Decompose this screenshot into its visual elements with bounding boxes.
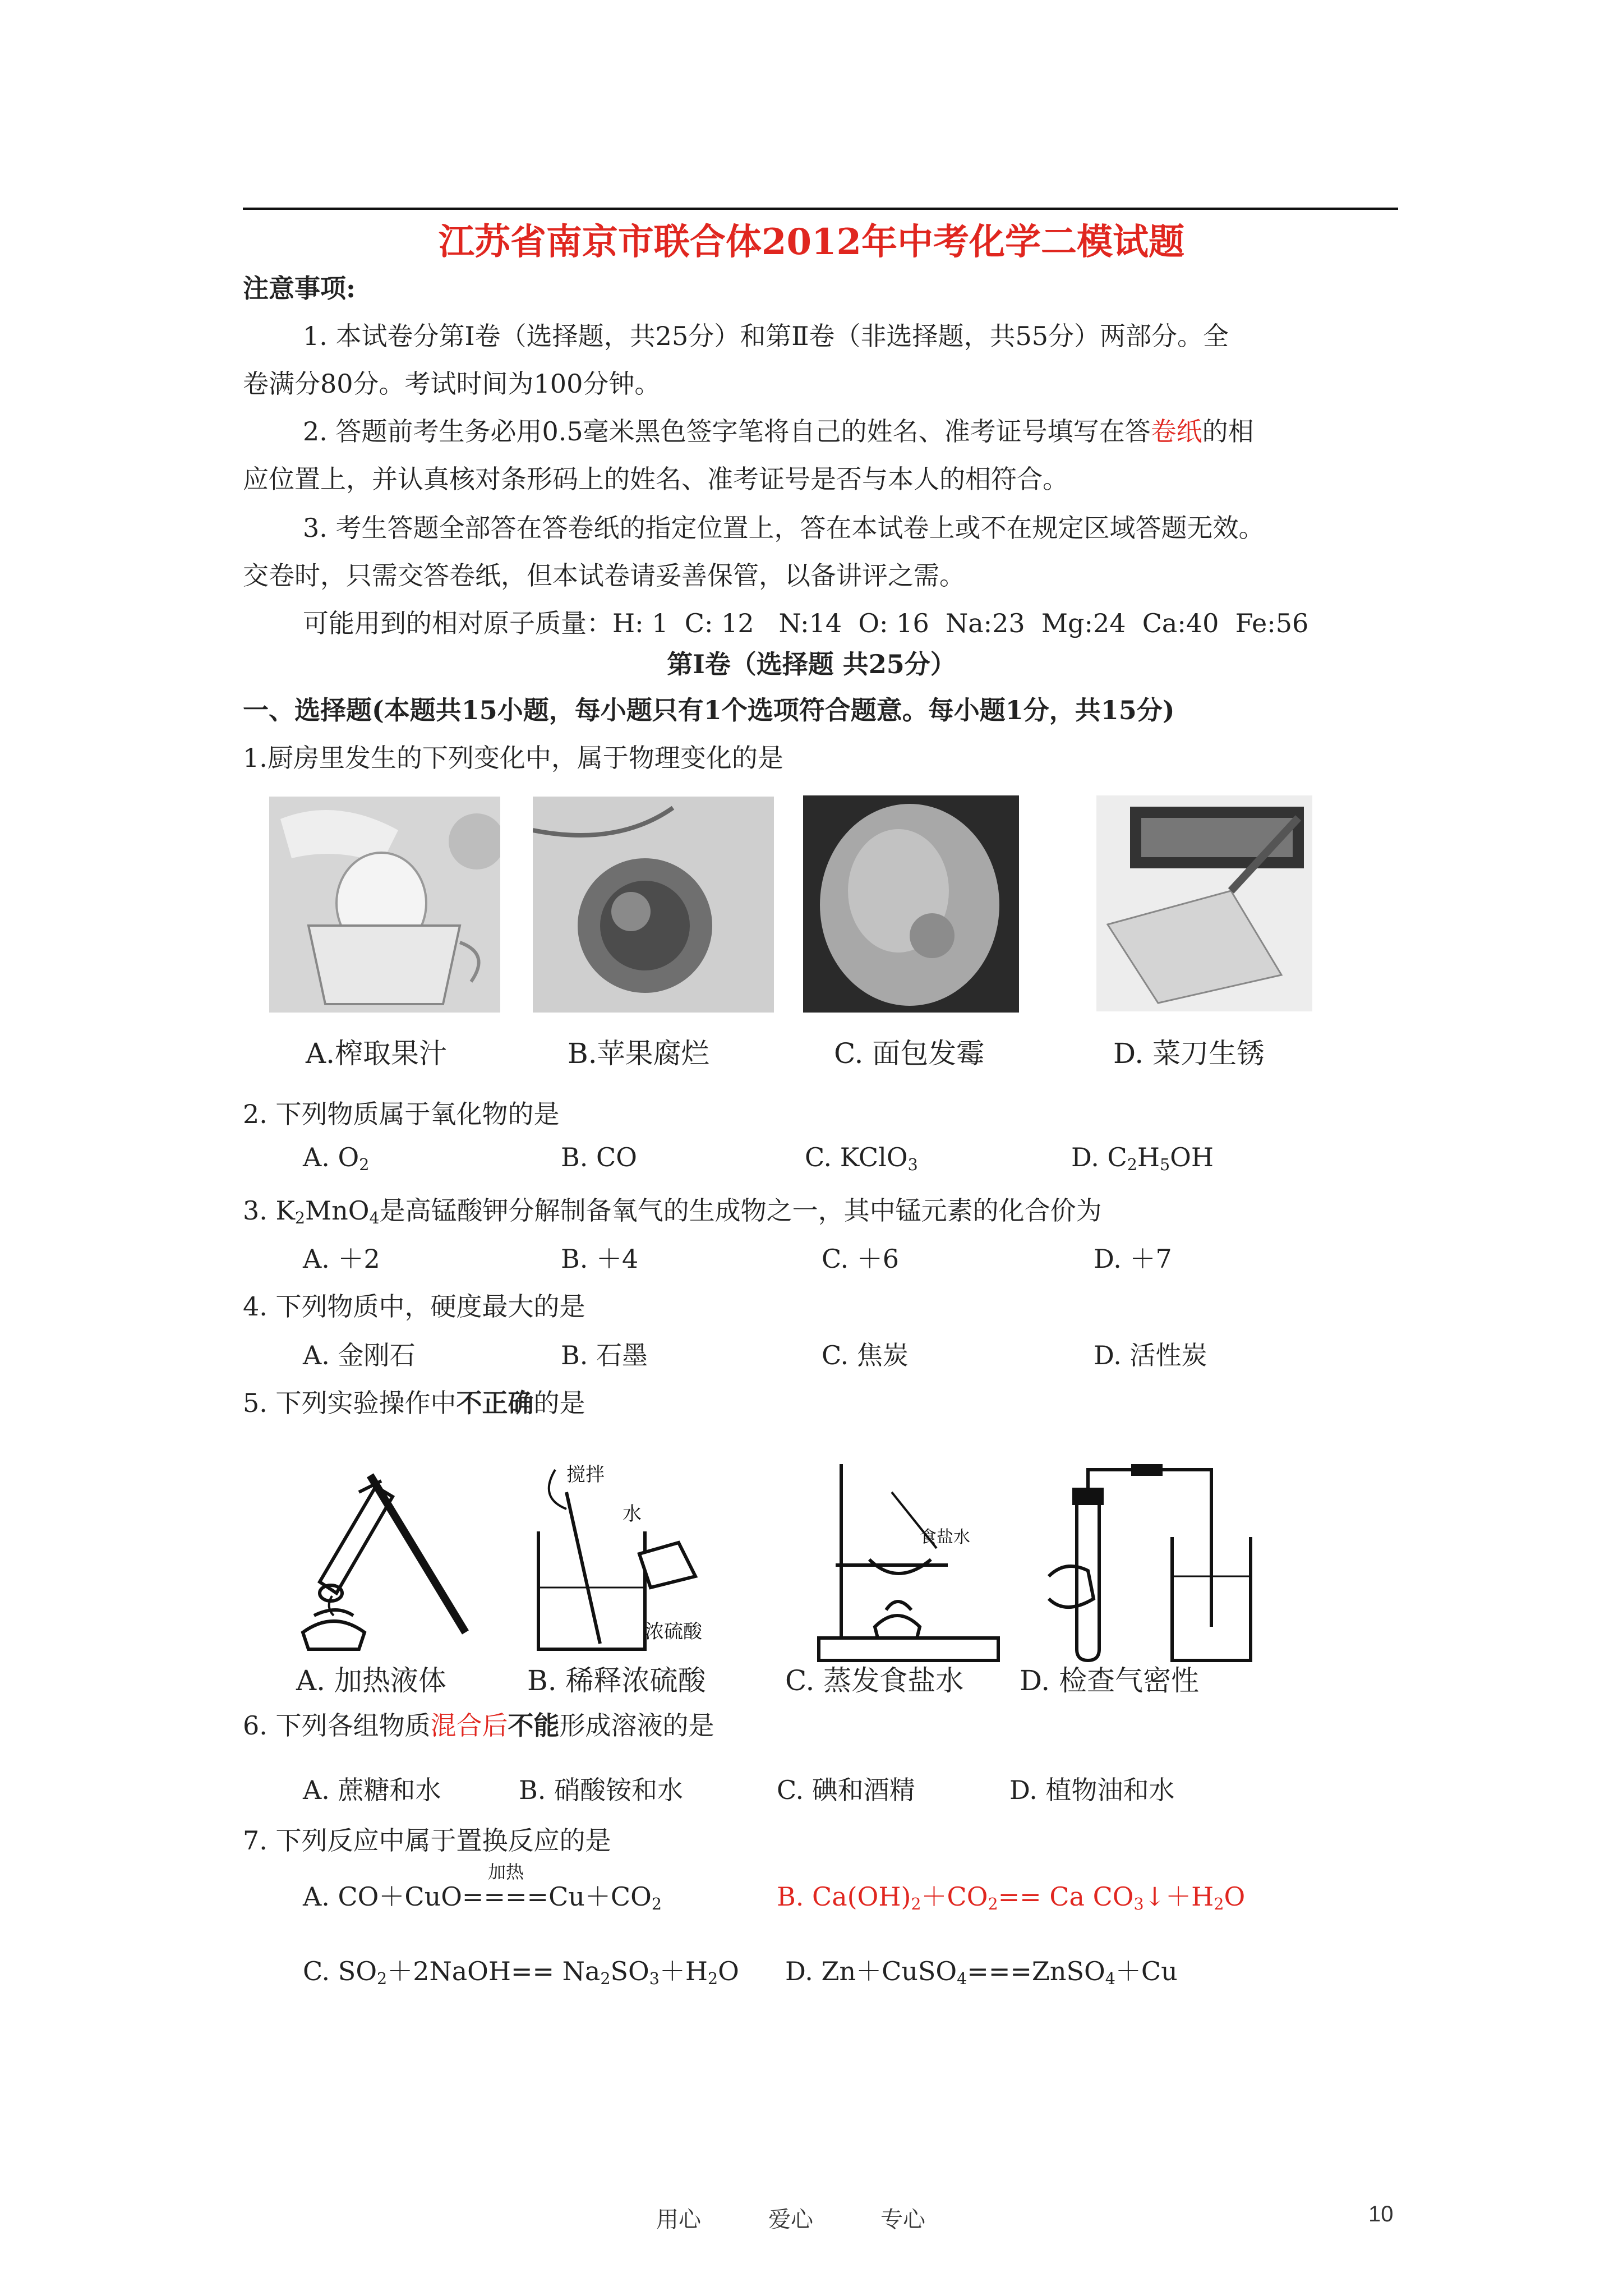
question-6-stem: 6. 下列各组物质混合后不能形成溶液的是: [243, 1710, 714, 1741]
question-3-stem: 3. $K_2MnO_4$是高锰酸钾分解制备氧气的生成物之一，其中锰元素的化合价为: [243, 1195, 1102, 1228]
q3-option-c: C. ＋6: [822, 1244, 900, 1274]
question-1-stem: 1.厨房里发生的下列变化中，属于物理变化的是: [243, 743, 783, 773]
notice-item-2-cont: 应位置上，并认真核对条形码上的姓名、准考证号是否与本人的相符合。: [243, 464, 1068, 494]
photo-moldy-bread: [803, 795, 1019, 1013]
question-7-stem: 7. 下列反应中属于置换反应的是: [243, 1825, 611, 1856]
diagram-evaporating-salt-water: [808, 1458, 1009, 1666]
q3-option-b: B. ＋4: [561, 1244, 639, 1274]
diagram-checking-airtightness: [1043, 1464, 1256, 1666]
q5-option-b: B. 稀释浓硫酸: [527, 1664, 706, 1697]
q4-option-c: C. 焦炭: [822, 1340, 909, 1370]
atomic-masses: 可能用到的相对原子质量：H: 1 C: 12 N:14 O: 16 Na:23 Mg:24 Ca:40 Fe:56: [303, 608, 1309, 638]
moldy-bread-illustration: [803, 795, 1019, 1013]
page-number: 10: [1368, 2202, 1394, 2226]
q2-option-c: C. KClO$_3$: [805, 1142, 918, 1175]
footer-motto-3: 专心: [880, 2207, 925, 2233]
q7-option-d: D. Zn＋CuSO$_4$===ZnSO$_4$＋Cu: [785, 1956, 1178, 1989]
rotten-apple-illustration: [533, 797, 774, 1013]
notice-heading: 注意事项:: [243, 273, 356, 303]
emphasis-text: 不能: [508, 1710, 560, 1741]
notice-item-3-cont: 交卷时，只需交答卷纸，但本试卷请妥善保管，以备讲评之需。: [243, 560, 965, 591]
red-highlight: 混合后: [430, 1710, 508, 1741]
notice-item-1: 1. 本试卷分第Ⅰ卷（选择题，共25分）和第Ⅱ卷（非选择题，共55分）两部分。全: [303, 321, 1229, 351]
q2-option-a: A. $O_2$: [303, 1142, 370, 1175]
question-5-stem: 5. 下列实验操作中不正确的是: [243, 1388, 585, 1418]
q4-option-b: B. 石墨: [561, 1340, 648, 1370]
label-water: 水: [623, 1503, 642, 1525]
q6-option-b: B. 硝酸铵和水: [519, 1775, 684, 1805]
q4-option-a: A. 金刚石: [303, 1340, 416, 1370]
q4-option-d: D. 活性炭: [1094, 1340, 1207, 1370]
photo-rusty-knife: [1096, 795, 1312, 1011]
part-heading: 第Ⅰ卷（选择题 共25分）: [667, 649, 956, 679]
label-stir: 搅拌: [566, 1464, 605, 1485]
header-rule: [243, 208, 1398, 210]
q7-option-c: C. $SO_2+2NaOH== Na_2SO_3+H_2O$: [303, 1956, 739, 1989]
footer-motto-1: 用心: [656, 2207, 701, 2233]
page-title: 江苏省南京市联合体2012年中考化学二模试题: [438, 221, 1185, 263]
q6-option-a: A. 蔗糖和水: [303, 1775, 441, 1805]
q6-option-c: C. 碘和酒精: [777, 1775, 915, 1805]
red-highlight: 卷纸: [1150, 416, 1202, 447]
q3-option-a: A. ＋2: [303, 1244, 380, 1274]
diagram-heating-liquid: [292, 1453, 471, 1660]
q2-option-d: D. $C_2H_5OH$: [1071, 1142, 1214, 1175]
label-conc-acid: 浓硫酸: [645, 1621, 702, 1642]
q1-option-a: A.榨取果汁: [306, 1037, 448, 1070]
photo-rotten-apple: [533, 797, 774, 1013]
q1-option-c: C. 面包发霉: [834, 1037, 985, 1070]
q2-option-b: B. CO: [561, 1142, 637, 1172]
q7-option-b: B. $Ca(OH)_2+CO_2== Ca$ $CO_3↓+H_2O$: [777, 1881, 1246, 1914]
notice-item-1-cont: 卷满分80分。考试时间为100分钟。: [243, 369, 661, 399]
q6-option-d: D. 植物油和水: [1009, 1775, 1175, 1805]
section-heading: 一、选择题(本题共15小题，每小题只有1个选项符合题意。每小题1分，共15分): [243, 695, 1175, 725]
question-4-stem: 4. 下列物质中，硬度最大的是: [243, 1291, 585, 1322]
diagram-diluting-acid: [533, 1458, 718, 1666]
question-2-stem: 2. 下列物质属于氧化物的是: [243, 1099, 560, 1129]
photo-juicer: [269, 797, 500, 1013]
rusty-knife-illustration: [1096, 795, 1312, 1011]
juicer-illustration: [269, 797, 500, 1013]
emphasis-text: 不正确: [456, 1388, 534, 1418]
q7-option-a: A. $CO+CuO====Cu+CO_2$: [303, 1881, 662, 1914]
q3-option-d: D. ＋7: [1094, 1244, 1172, 1274]
q1-option-d: D. 菜刀生锈: [1113, 1037, 1265, 1070]
footer-motto-2: 爱心: [768, 2207, 813, 2233]
q5-option-d: D. 检查气密性: [1020, 1664, 1200, 1697]
notice-item-2: 2. 答题前考生务必用0.5毫米黑色签字笔将自己的姓名、准考证号填写在答卷纸的相: [303, 416, 1254, 447]
q7-heat-condition: 加热: [488, 1861, 524, 1883]
q1-option-b: B.苹果腐烂: [568, 1037, 709, 1070]
q5-option-c: C. 蒸发食盐水: [785, 1664, 964, 1697]
notice-item-3: 3. 考生答题全部答在答卷纸的指定位置上，答在本试卷上或不在规定区域答题无效。: [303, 513, 1265, 543]
label-salt-water: 食盐水: [920, 1528, 970, 1547]
q5-option-a: A. 加热液体: [296, 1664, 446, 1697]
